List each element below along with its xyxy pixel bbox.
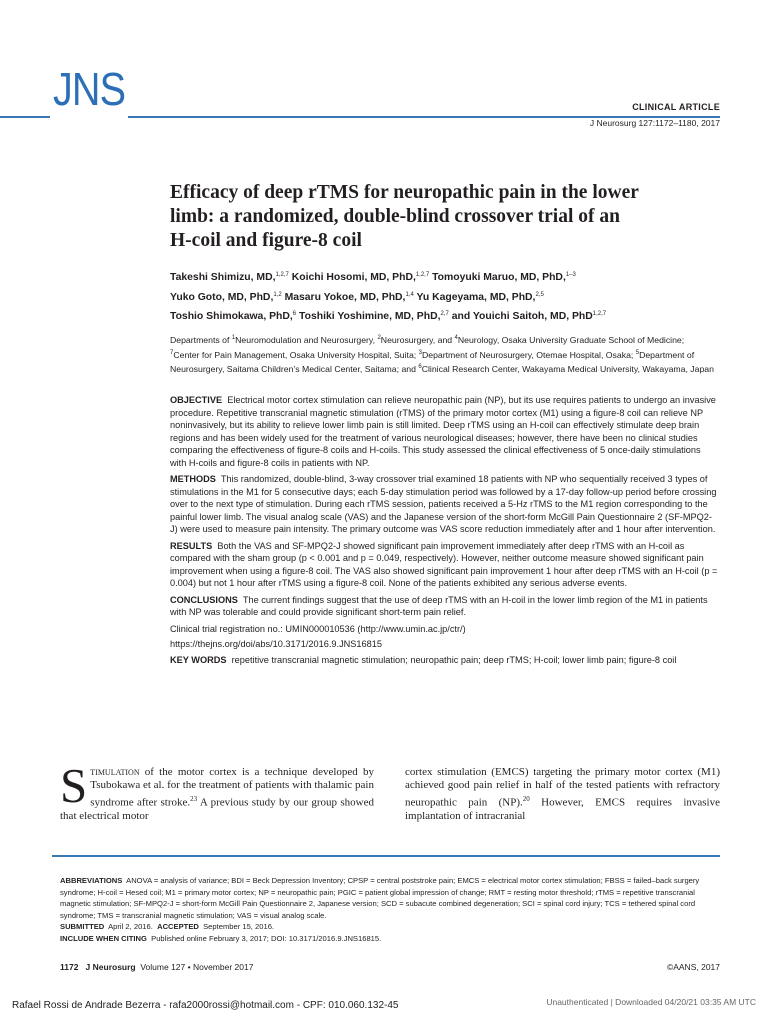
download-status-stamp: Unauthenticated | Downloaded 04/20/21 03:35 AM UTC [546, 997, 756, 1007]
body-text: of the motor cortex is a technique developed by Tsubokawa et al. for the treatment of patients with thalamic pain syndrome after stroke. [90, 766, 374, 809]
journal-citation: J Neurosurg 127:1172–1180, 2017 [589, 118, 720, 128]
trial-registration: Clinical trial registration no.: UMIN000010536 (http://www.umin.ac.jp/ctr/) [170, 623, 466, 634]
page-footer-left [60, 962, 253, 972]
title-line: H-coil and figure-8 coil [170, 230, 362, 251]
title-line: Efficacy of deep rTMS for neuropathic pain in the lower [170, 182, 639, 203]
affil-text: Department of Neurosurgery, Saitama Children’s Medical Center, Saitama; and [170, 349, 695, 374]
author-affil-sup: 1,2,7 [592, 311, 607, 317]
lead-smallcaps: timulation [90, 766, 140, 778]
affil-text: Neurology, Osaka University Graduate School of Medicine; [457, 335, 685, 345]
abbr-heading: ABBREVIATIONS [60, 876, 123, 885]
keywords-text: repetitive transcranial magnetic stimulation; neuropathic pain; deep rTMS; H-coil; lower limb pain; figure-8 coil [231, 654, 677, 665]
section-text: This randomized, double-blind, 3-way crossover trial examined 18 patients with NP who sequentially received 3 types of stimulations in the M1 for 5 consecutive days; each 5-day stimulation period was followed by a 17-day follow-up period before crossing over to the next type of stimulation. During each rTMS session, patients received a 5-Hz rTMS to the M1 region corresponding to the painful lower limb. The visual analog scale (VAS) and the Japanese version of the short-form McGill Pain Questionnaire 2 (SF-MPQ2-J) were used to measure pain intensity. The primary outcome was VAS score reduction immediately after and 1 hour after intervention. [170, 474, 717, 534]
affil-sup: 3 [418, 349, 422, 356]
abbreviations [60, 875, 720, 921]
section-heading: METHODS [170, 474, 216, 484]
abbreviations-block [60, 875, 720, 944]
author-name: Toshiki Yoshimine, MD, PhD, [299, 311, 441, 322]
author-name: Yuko Goto, MD, PhD, [170, 291, 274, 303]
author-affil-sup: 1,2,7 [415, 272, 430, 278]
keywords [170, 654, 718, 667]
author-affil-sup: 1,4 [405, 291, 414, 298]
article-type: CLINICAL ARTICLE [632, 102, 720, 112]
author-affil-sup: 2,5 [535, 291, 544, 298]
title-line: limb: a randomized, double-blind crossover trial of an [170, 206, 620, 227]
author-line [170, 306, 730, 326]
reference-sup: 20 [522, 794, 530, 803]
download-user-stamp: Rafael Rossi de Andrade Bezerra - rafa2000rossi@hotmail.com - CPF: 010.060.132-45 [12, 1000, 399, 1011]
page-number: 1172 [60, 962, 79, 972]
body-column-left [60, 758, 374, 823]
affil-sup: 7 [170, 349, 174, 356]
affil-text: Departments of [170, 335, 232, 345]
submission-dates [60, 921, 720, 933]
body-column-right [405, 766, 720, 823]
accepted-heading: ACCEPTED [157, 922, 199, 931]
affil-text: Clinical Research Center, Wakayama Medical University, Wakayama, Japan [421, 364, 714, 374]
abstract-methods [170, 473, 718, 536]
section-heading: OBJECTIVE [170, 395, 223, 405]
reference-sup: 23 [190, 794, 198, 803]
abstract-conclusions [170, 594, 718, 619]
affil-sup: 1 [231, 335, 236, 341]
submitted-date: April 2, 2016. [108, 922, 153, 931]
author-name: Toshio Shimokawa, PhD, [170, 311, 293, 322]
drop-cap: S [60, 758, 88, 813]
author-name: Yu Kageyama, MD, PhD, [416, 291, 536, 303]
footer-volume: Volume 127 • November 2017 [140, 962, 254, 972]
affil-sup: 5 [635, 349, 640, 356]
section-heading: CONCLUSIONS [170, 594, 238, 605]
section-text: The current findings suggest that the use of deep rTMS with an H-coil in the lower limb region of the M1 in patients with NP was tolerable and could provide significant short-term pain relief. [170, 594, 708, 617]
affil-sup: 4 [454, 335, 458, 341]
affil-text: Neurosurgery, and [380, 335, 455, 345]
section-heading: KEY WORDS [170, 654, 227, 665]
journal-logo: JNS [53, 63, 126, 115]
author-name: Tomoyuki Maruo, MD, PhD, [432, 272, 566, 283]
author-name: and Youichi Saitoh, MD, PhD [451, 311, 593, 322]
author-affil-sup: 6 [292, 311, 297, 317]
header-rule-left [0, 116, 50, 118]
affil-text: Department of Neurosurgery, Otemae Hospital, Osaka; [421, 349, 636, 360]
abbreviations-rule [52, 855, 720, 857]
author-line [170, 267, 730, 287]
author-name: Koichi Hosomi, MD, PhD, [291, 272, 416, 283]
affiliations [170, 332, 715, 376]
author-list [170, 267, 730, 326]
author-affil-sup: 1,2 [273, 291, 282, 298]
affil-sup: 6 [418, 364, 422, 370]
affil-text: Neuromodulation and Neurosurgery, [235, 335, 378, 345]
body-text: cortex stimulation (EMCS) targeting the primary motor cortex (M1) achieved good pain relief in half of the tested patients with refractory neuropathic pain (NP). [405, 766, 720, 809]
section-heading: RESULTS [170, 540, 213, 551]
section-text: Both the VAS and SF-MPQ2-J showed significant pain improvement immediately after deep rTMS with an H-coil as compared with the sham group (p < 0.001 and p = 0.049, respectively). However, neither outcome measure showed significant pain improvement when using a figure-8 coil. The VAS also showed significant pain improvement 1 hour after deep rTMS with an H-coil (p = 0.004) but not 1 hour after rTMS using a figure-8 coil. None of the patients exhibited any serious adverse events. [170, 540, 718, 588]
include-when-citing [60, 933, 720, 945]
affil-sup: 2 [377, 335, 381, 341]
abstract-objective [170, 394, 718, 469]
citing-text: Published online February 3, 2017; DOI: 10.3171/2016.9.JNS16815. [151, 933, 382, 943]
author-affil-sup: 2,7 [440, 311, 449, 317]
doi-link[interactable]: https://thejns.org/doi/abs/10.3171/2016.9.JNS16815 [170, 639, 382, 649]
accepted-date: September 15, 2016. [203, 922, 275, 931]
section-text: Electrical motor cortex stimulation can relieve neuropathic pain (NP), but its use requires patients to undergo an invasive procedure. Repetitive transcranial magnetic stimulation (rTMS) of the primary motor cortex (M1) using a figure-8 coil can relieve NP noninvasively, but its ability to relieve lower limb pain is still limited. Deep rTMS using an H-coil can effectively stimulate deep brain regions and has been widely used for the treatment of various neurological diseases; however, there have been no clinical studies comparing the effectiveness of figure-8 coils and H-coils. This study assessed the clinical effectiveness of 5 once-daily stimulations with H-coils and figure-8 coils in patients with NP. [170, 395, 716, 468]
body-text: A previous study by our group showed that electrical motor [60, 796, 374, 822]
author-affil-sup: 1,2,7 [275, 272, 289, 278]
citing-heading: INCLUDE WHEN CITING [60, 933, 147, 943]
abstract [170, 394, 718, 670]
body-text: However, EMCS requires invasive implantation of intracranial [405, 796, 720, 822]
footer-copyright: ©AANS, 2017 [666, 962, 720, 972]
affil-text: Center for Pain Management, Osaka University Hospital, Suita; [173, 349, 419, 360]
author-name: Masaru Yokoe, MD, PhD, [284, 291, 406, 303]
author-affil-sup: 1–3 [565, 272, 576, 278]
article-title [170, 181, 730, 253]
author-name: Takeshi Shimizu, MD, [170, 272, 276, 283]
submitted-heading: SUBMITTED [60, 922, 105, 931]
footer-journal: J Neurosurg [85, 962, 136, 972]
abstract-results [170, 540, 718, 590]
abbr-text: ANOVA = analysis of variance; BDI = Beck Depression Inventory; CPSP = central poststroke pain; EMCS = electrical motor cortex stimulation; FBSS = failed–back surgery syndrome; H-coil = Hesed coil; M1 = primary motor cortex; NP = neuropathic pain; PGIC = patient global impression of change; RMT = resting motor threshold; rTMS = repetitive transcranial magnetic stimulation; SF-MPQ2-J = short-form McGill Pain Questionnaire 2, Japanese version; SCD = subacute combined degeneration; SCI = spinal cord injury; TCS = tethered spinal cord syndrome; TMS = transcranial magnetic stimulation; VAS = visual analog scale. [60, 876, 700, 920]
author-line [170, 287, 730, 307]
